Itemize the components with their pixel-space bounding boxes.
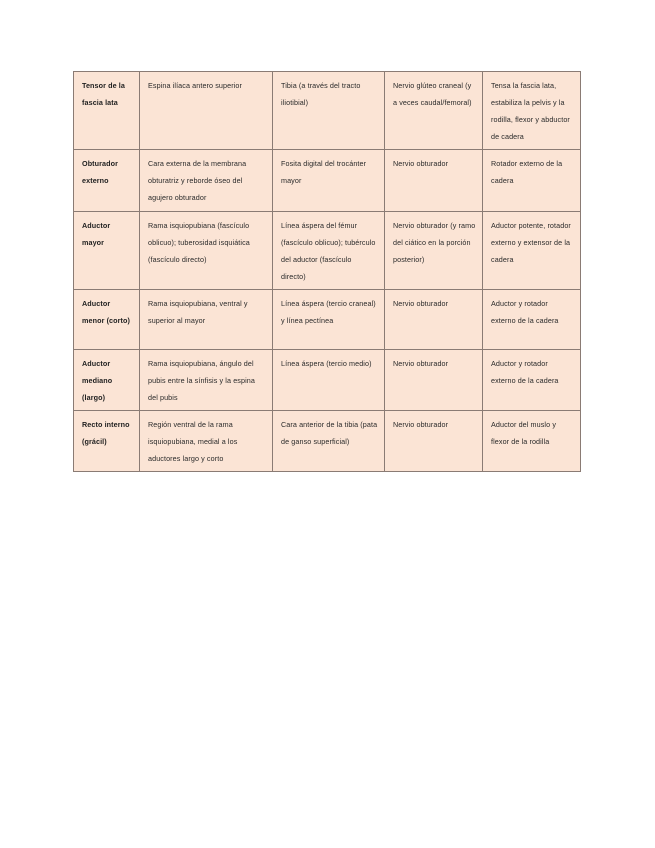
table-row: [74, 150, 581, 212]
table-row: [74, 411, 581, 472]
origin-cell: Cara externa de la membrana obturatriz y reborde óseo del agujero obturador: [140, 150, 273, 212]
insertion-cell: Fosita digital del trocánter mayor: [273, 150, 385, 212]
insertion-cell: Línea áspera (tercio medio): [273, 350, 385, 411]
nerve-cell: Nervio obturador: [385, 350, 483, 411]
muscle-name-cell: Aductor mayor: [74, 212, 140, 290]
action-cell: Aductor potente, rotador externo y extensor de la cadera: [483, 212, 581, 290]
insertion-cell: Línea áspera del fémur (fascículo oblicuo); tubérculo del aductor (fascículo directo): [273, 212, 385, 290]
origin-cell: Rama isquiopubiana, ventral y superior al mayor: [140, 290, 273, 350]
action-cell: Aductor y rotador externo de la cadera: [483, 290, 581, 350]
insertion-cell: Línea áspera (tercio craneal) y línea pectínea: [273, 290, 385, 350]
nerve-cell: Nervio obturador: [385, 150, 483, 212]
table-row: [74, 350, 581, 411]
origin-cell: Espina ilíaca antero superior: [140, 72, 273, 150]
nerve-cell: Nervio obturador (y ramo del ciático en la porción posterior): [385, 212, 483, 290]
origin-cell: Región ventral de la rama isquiopubiana, medial a los aductores largo y corto: [140, 411, 273, 472]
nerve-cell: Nervio obturador: [385, 290, 483, 350]
muscle-name-cell: Recto interno (grácil): [74, 411, 140, 472]
table-row: [74, 212, 581, 290]
muscle-name-cell: Obturador externo: [74, 150, 140, 212]
muscle-name-cell: Aductor mediano (largo): [74, 350, 140, 411]
insertion-cell: Cara anterior de la tibia (pata de ganso superficial): [273, 411, 385, 472]
origin-cell: Rama isquiopubiana, ángulo del pubis entre la sínfisis y la espina del pubis: [140, 350, 273, 411]
table-row: [74, 290, 581, 350]
nerve-cell: Nervio obturador: [385, 411, 483, 472]
action-cell: Aductor y rotador externo de la cadera: [483, 350, 581, 411]
muscle-name-cell: Tensor de la fascia lata: [74, 72, 140, 150]
action-cell: Rotador externo de la cadera: [483, 150, 581, 212]
origin-cell: Rama isquiopubiana (fascículo oblicuo); tuberosidad isquiática (fascículo directo): [140, 212, 273, 290]
action-cell: Aductor del muslo y flexor de la rodilla: [483, 411, 581, 472]
nerve-cell: Nervio glúteo craneal (y a veces caudal/femoral): [385, 72, 483, 150]
table-row: [74, 72, 581, 150]
action-cell: Tensa la fascia lata, estabiliza la pelvis y la rodilla, flexor y abductor de cadera: [483, 72, 581, 150]
muscle-name-cell: Aductor menor (corto): [74, 290, 140, 350]
muscle-table: [73, 71, 581, 472]
insertion-cell: Tibia (a través del tracto iliotibial): [273, 72, 385, 150]
